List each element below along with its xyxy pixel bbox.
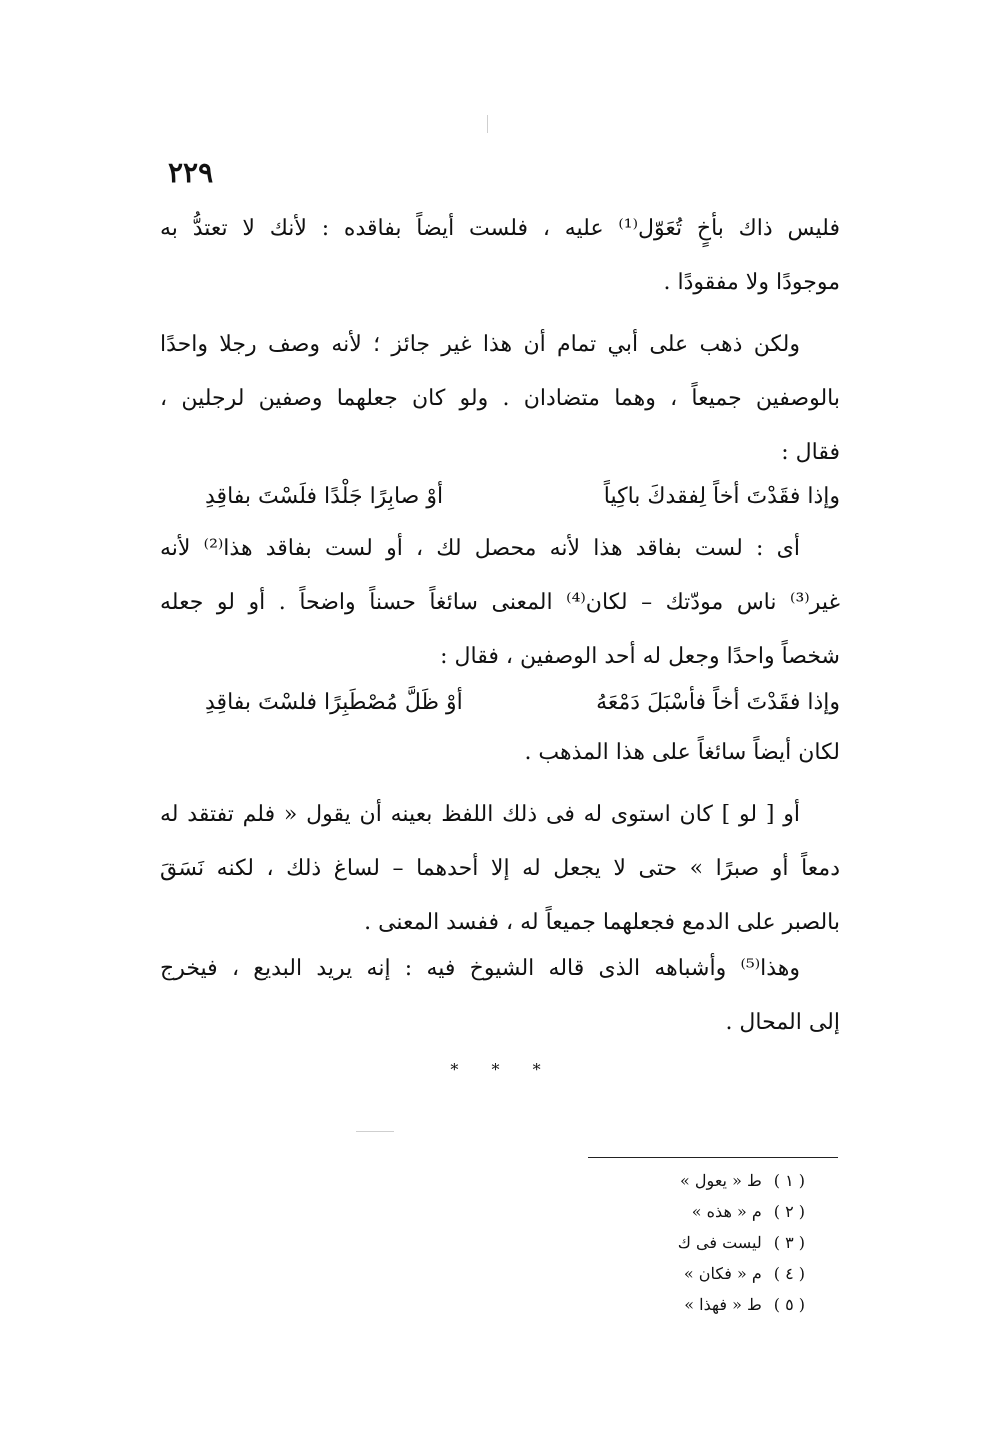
scan-mark-top xyxy=(487,115,488,133)
footnote-number: ( ١ ) xyxy=(773,1171,805,1190)
text-line: غير⁽³⁾ ناس مودّتك – لكان⁽⁴⁾ المعنى سائغاً حسناً واضحاً . أو لو جعله xyxy=(160,590,840,615)
text-line: أى : لست بفاقد هذا لأنه محصل لك ، أو لست بفاقد هذا⁽²⁾ لأنه xyxy=(160,536,800,561)
page-number: ٢٢٩ xyxy=(168,156,214,189)
text-line: شخصاً واحدًا وجعل له أحد الوصفين ، فقال : xyxy=(440,644,840,669)
footnote-text: م « هذه » xyxy=(691,1202,762,1221)
footnote-number: ( ٤ ) xyxy=(773,1264,805,1283)
scan-mark-middle xyxy=(356,1131,394,1132)
footnote-text: ليست فى ك xyxy=(677,1233,762,1252)
footnote-number: ( ٥ ) xyxy=(773,1295,805,1314)
footnote-divider xyxy=(588,1157,838,1158)
text-line: إلى المحال . xyxy=(725,1010,840,1035)
footnote-number: ( ٢ ) xyxy=(773,1202,805,1221)
verse-2 xyxy=(160,676,840,730)
text-line: فليس ذاك بأخٍ تُعَوّل⁽¹⁾ عليه ، فلست أيضاً بفاقده : لأنك لا تعتدُّ به xyxy=(160,216,840,241)
footnote-text: م « فكان » xyxy=(683,1264,762,1283)
verse-second-hemistich: أوْ ظَلَّ مُصْطَبِرًا فلسْتَ بفاقِدِ xyxy=(205,690,463,715)
footnote-item xyxy=(560,1196,805,1227)
text-line: موجودًا ولا مفقودًا . xyxy=(663,270,840,295)
text-line: ولكن ذهب على أبي تمام أن هذا غير جائز ؛ لأنه وصف رجلا واحدًا xyxy=(160,332,800,357)
footnotes xyxy=(560,1165,805,1320)
text-line: وهذا⁽⁵⁾ وأشباهه الذى قاله الشيوخ فيه : إنه يريد البديع ، فيخرج xyxy=(160,956,800,981)
verse-first-hemistich: وإذا فقَدْتَ أخاً فأسْبَلَ دَمْعَهُ xyxy=(596,690,840,715)
text-line: دمعاً أو صبرًا » حتى لا يجعل له إلا أحدهما – لساغ ذلك ، لكنه نَسَقَ xyxy=(160,856,840,881)
paragraph-1 xyxy=(160,202,840,310)
footnote-item xyxy=(560,1289,805,1320)
footnote-number: ( ٣ ) xyxy=(773,1233,805,1252)
paragraph-4 xyxy=(160,726,840,780)
verse-1 xyxy=(160,470,840,524)
paragraph-5 xyxy=(160,788,840,950)
verse-first-hemistich: وإذا فقَدْتَ أخاً لِفقدكَ باكِياً xyxy=(603,484,840,509)
paragraph-3 xyxy=(160,522,840,684)
footnote-text: ط « فهذا » xyxy=(684,1295,762,1314)
text-line: لكان أيضاً سائغاً على هذا المذهب . xyxy=(524,740,840,765)
footnote-item xyxy=(560,1258,805,1289)
text-line: أو [ لو ] كان استوى له فى ذلك اللفظ بعينه أن يقول « فلم تفتقد له xyxy=(160,802,800,827)
footnote-text: ط « يعول » xyxy=(680,1171,762,1190)
text-line: بالوصفين جميعاً ، وهما متضادان . ولو كان جعلهما وصفين لرجلين ، xyxy=(160,386,840,411)
footnote-item xyxy=(560,1165,805,1196)
verse-second-hemistich: أوْ صابِرًا جَلْدًا فلَسْتَ بفاقِدِ xyxy=(205,484,444,509)
section-separator: * * * xyxy=(450,1060,555,1079)
text-line: بالصبر على الدمع فجعلهما جميعاً له ، ففسد المعنى . xyxy=(364,910,840,935)
footnote-item xyxy=(560,1227,805,1258)
paragraph-6 xyxy=(160,942,840,1050)
paragraph-2 xyxy=(160,318,840,480)
text-line: فقال : xyxy=(781,440,840,465)
